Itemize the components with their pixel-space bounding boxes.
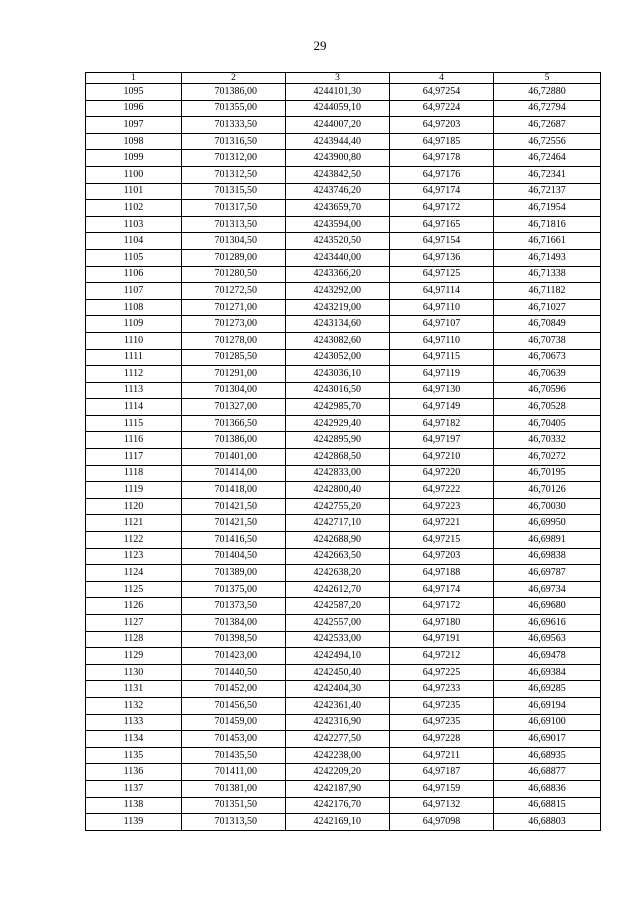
x-coordinate-cell: 701272,50 bbox=[182, 283, 286, 300]
latitude-cell: 64,97215 bbox=[390, 532, 494, 549]
y-coordinate-cell: 4242755,20 bbox=[286, 498, 390, 515]
longitude-cell: 46,69478 bbox=[494, 648, 601, 665]
y-coordinate-cell: 4242717,10 bbox=[286, 515, 390, 532]
point-number-cell: 1118 bbox=[86, 465, 182, 482]
y-coordinate-cell: 4243292,00 bbox=[286, 283, 390, 300]
column-header-5: 5 bbox=[494, 73, 601, 84]
point-number-cell: 1135 bbox=[86, 747, 182, 764]
x-coordinate-cell: 701435,50 bbox=[182, 747, 286, 764]
x-coordinate-cell: 701459,00 bbox=[182, 714, 286, 731]
point-number-cell: 1112 bbox=[86, 366, 182, 383]
table-row bbox=[86, 814, 601, 831]
longitude-cell: 46,69616 bbox=[494, 615, 601, 632]
latitude-cell: 64,97174 bbox=[390, 183, 494, 200]
x-coordinate-cell: 701418,00 bbox=[182, 482, 286, 499]
latitude-cell: 64,97172 bbox=[390, 598, 494, 615]
column-header-2: 2 bbox=[182, 73, 286, 84]
y-coordinate-cell: 4243440,00 bbox=[286, 249, 390, 266]
y-coordinate-cell: 4243520,50 bbox=[286, 233, 390, 250]
table-row bbox=[86, 332, 601, 349]
point-number-cell: 1139 bbox=[86, 814, 182, 831]
latitude-cell: 64,97114 bbox=[390, 283, 494, 300]
latitude-cell: 64,97130 bbox=[390, 382, 494, 399]
latitude-cell: 64,97154 bbox=[390, 233, 494, 250]
table-row bbox=[86, 233, 601, 250]
table-row bbox=[86, 532, 601, 549]
longitude-cell: 46,68877 bbox=[494, 764, 601, 781]
y-coordinate-cell: 4243082,60 bbox=[286, 332, 390, 349]
y-coordinate-cell: 4244059,10 bbox=[286, 100, 390, 117]
table-row bbox=[86, 565, 601, 582]
table-row bbox=[86, 697, 601, 714]
x-coordinate-cell: 701271,00 bbox=[182, 299, 286, 316]
x-coordinate-cell: 701423,00 bbox=[182, 648, 286, 665]
point-number-cell: 1108 bbox=[86, 299, 182, 316]
y-coordinate-cell: 4242985,70 bbox=[286, 399, 390, 416]
table-row bbox=[86, 316, 601, 333]
x-coordinate-cell: 701313,50 bbox=[182, 216, 286, 233]
table-row bbox=[86, 581, 601, 598]
column-header-3: 3 bbox=[286, 73, 390, 84]
longitude-cell: 46,72794 bbox=[494, 100, 601, 117]
page-number: 29 bbox=[313, 38, 327, 53]
table-row bbox=[86, 366, 601, 383]
x-coordinate-cell: 701317,50 bbox=[182, 200, 286, 217]
latitude-cell: 64,97228 bbox=[390, 731, 494, 748]
longitude-cell: 46,70849 bbox=[494, 316, 601, 333]
longitude-cell: 46,68815 bbox=[494, 797, 601, 814]
x-coordinate-cell: 701375,00 bbox=[182, 581, 286, 598]
longitude-cell: 46,71816 bbox=[494, 216, 601, 233]
longitude-cell: 46,70030 bbox=[494, 498, 601, 515]
table-row bbox=[86, 731, 601, 748]
table-row bbox=[86, 498, 601, 515]
point-number-cell: 1132 bbox=[86, 697, 182, 714]
x-coordinate-cell: 701366,50 bbox=[182, 415, 286, 432]
longitude-cell: 46,68803 bbox=[494, 814, 601, 831]
y-coordinate-cell: 4243036,10 bbox=[286, 366, 390, 383]
longitude-cell: 46,72137 bbox=[494, 183, 601, 200]
latitude-cell: 64,97174 bbox=[390, 581, 494, 598]
latitude-cell: 64,97132 bbox=[390, 797, 494, 814]
point-number-cell: 1128 bbox=[86, 631, 182, 648]
table-row bbox=[86, 183, 601, 200]
point-number-cell: 1120 bbox=[86, 498, 182, 515]
latitude-cell: 64,97107 bbox=[390, 316, 494, 333]
longitude-cell: 46,71954 bbox=[494, 200, 601, 217]
x-coordinate-cell: 701411,00 bbox=[182, 764, 286, 781]
table-row bbox=[86, 100, 601, 117]
latitude-cell: 64,97235 bbox=[390, 714, 494, 731]
latitude-cell: 64,97125 bbox=[390, 266, 494, 283]
x-coordinate-cell: 701386,00 bbox=[182, 432, 286, 449]
longitude-cell: 46,72556 bbox=[494, 133, 601, 150]
latitude-cell: 64,97224 bbox=[390, 100, 494, 117]
x-coordinate-cell: 701389,00 bbox=[182, 565, 286, 582]
table-row bbox=[86, 681, 601, 698]
point-number-cell: 1117 bbox=[86, 449, 182, 466]
y-coordinate-cell: 4242238,00 bbox=[286, 747, 390, 764]
x-coordinate-cell: 701381,00 bbox=[182, 780, 286, 797]
point-number-cell: 1096 bbox=[86, 100, 182, 117]
y-coordinate-cell: 4242277,50 bbox=[286, 731, 390, 748]
point-number-cell: 1101 bbox=[86, 183, 182, 200]
longitude-cell: 46,70332 bbox=[494, 432, 601, 449]
column-header-1: 1 bbox=[86, 73, 182, 84]
x-coordinate-cell: 701373,50 bbox=[182, 598, 286, 615]
table-header bbox=[86, 73, 601, 84]
x-coordinate-cell: 701440,50 bbox=[182, 664, 286, 681]
longitude-cell: 46,69838 bbox=[494, 548, 601, 565]
y-coordinate-cell: 4242361,40 bbox=[286, 697, 390, 714]
y-coordinate-cell: 4242800,40 bbox=[286, 482, 390, 499]
point-number-cell: 1136 bbox=[86, 764, 182, 781]
y-coordinate-cell: 4242929,40 bbox=[286, 415, 390, 432]
point-number-cell: 1097 bbox=[86, 117, 182, 134]
latitude-cell: 64,97115 bbox=[390, 349, 494, 366]
latitude-cell: 64,97182 bbox=[390, 415, 494, 432]
longitude-cell: 46,69017 bbox=[494, 731, 601, 748]
latitude-cell: 64,97185 bbox=[390, 133, 494, 150]
y-coordinate-cell: 4242557,00 bbox=[286, 615, 390, 632]
y-coordinate-cell: 4243366,20 bbox=[286, 266, 390, 283]
longitude-cell: 46,69100 bbox=[494, 714, 601, 731]
x-coordinate-cell: 701355,00 bbox=[182, 100, 286, 117]
longitude-cell: 46,71182 bbox=[494, 283, 601, 300]
y-coordinate-cell: 4243746,20 bbox=[286, 183, 390, 200]
y-coordinate-cell: 4242209,20 bbox=[286, 764, 390, 781]
point-number-cell: 1102 bbox=[86, 200, 182, 217]
table-row bbox=[86, 648, 601, 665]
x-coordinate-cell: 701421,50 bbox=[182, 498, 286, 515]
x-coordinate-cell: 701312,50 bbox=[182, 166, 286, 183]
x-coordinate-cell: 701291,00 bbox=[182, 366, 286, 383]
table-row bbox=[86, 664, 601, 681]
table-row bbox=[86, 150, 601, 167]
x-coordinate-cell: 701285,50 bbox=[182, 349, 286, 366]
point-number-cell: 1103 bbox=[86, 216, 182, 233]
latitude-cell: 64,97210 bbox=[390, 449, 494, 466]
point-number-cell: 1126 bbox=[86, 598, 182, 615]
x-coordinate-cell: 701327,00 bbox=[182, 399, 286, 416]
longitude-cell: 46,69563 bbox=[494, 631, 601, 648]
longitude-cell: 46,69384 bbox=[494, 664, 601, 681]
table-row bbox=[86, 548, 601, 565]
latitude-cell: 64,97110 bbox=[390, 299, 494, 316]
point-number-cell: 1109 bbox=[86, 316, 182, 333]
y-coordinate-cell: 4243594,00 bbox=[286, 216, 390, 233]
longitude-cell: 46,69285 bbox=[494, 681, 601, 698]
latitude-cell: 64,97225 bbox=[390, 664, 494, 681]
longitude-cell: 46,69194 bbox=[494, 697, 601, 714]
point-number-cell: 1124 bbox=[86, 565, 182, 582]
table-row bbox=[86, 283, 601, 300]
latitude-cell: 64,97191 bbox=[390, 631, 494, 648]
coordinates-table bbox=[85, 72, 601, 831]
x-coordinate-cell: 701313,50 bbox=[182, 814, 286, 831]
longitude-cell: 46,70405 bbox=[494, 415, 601, 432]
point-number-cell: 1111 bbox=[86, 349, 182, 366]
y-coordinate-cell: 4243052,00 bbox=[286, 349, 390, 366]
y-coordinate-cell: 4242688,90 bbox=[286, 532, 390, 549]
longitude-cell: 46,69734 bbox=[494, 581, 601, 598]
latitude-cell: 64,97254 bbox=[390, 84, 494, 101]
y-coordinate-cell: 4243842,50 bbox=[286, 166, 390, 183]
latitude-cell: 64,97233 bbox=[390, 681, 494, 698]
point-number-cell: 1125 bbox=[86, 581, 182, 598]
point-number-cell: 1106 bbox=[86, 266, 182, 283]
latitude-cell: 64,97119 bbox=[390, 366, 494, 383]
y-coordinate-cell: 4242895,90 bbox=[286, 432, 390, 449]
y-coordinate-cell: 4244007,20 bbox=[286, 117, 390, 134]
y-coordinate-cell: 4244101,30 bbox=[286, 84, 390, 101]
y-coordinate-cell: 4242587,20 bbox=[286, 598, 390, 615]
x-coordinate-cell: 701273,00 bbox=[182, 316, 286, 333]
longitude-cell: 46,72341 bbox=[494, 166, 601, 183]
point-number-cell: 1134 bbox=[86, 731, 182, 748]
longitude-cell: 46,70126 bbox=[494, 482, 601, 499]
latitude-cell: 64,97180 bbox=[390, 615, 494, 632]
latitude-cell: 64,97212 bbox=[390, 648, 494, 665]
x-coordinate-cell: 701316,50 bbox=[182, 133, 286, 150]
longitude-cell: 46,69891 bbox=[494, 532, 601, 549]
x-coordinate-cell: 701401,00 bbox=[182, 449, 286, 466]
y-coordinate-cell: 4242187,90 bbox=[286, 780, 390, 797]
x-coordinate-cell: 701404,50 bbox=[182, 548, 286, 565]
x-coordinate-cell: 701421,50 bbox=[182, 515, 286, 532]
longitude-cell: 46,70528 bbox=[494, 399, 601, 416]
table-row bbox=[86, 780, 601, 797]
table-row bbox=[86, 631, 601, 648]
x-coordinate-cell: 701304,50 bbox=[182, 233, 286, 250]
longitude-cell: 46,68836 bbox=[494, 780, 601, 797]
table-row bbox=[86, 515, 601, 532]
latitude-cell: 64,97098 bbox=[390, 814, 494, 831]
table-row bbox=[86, 299, 601, 316]
point-number-cell: 1122 bbox=[86, 532, 182, 549]
y-coordinate-cell: 4243219,00 bbox=[286, 299, 390, 316]
latitude-cell: 64,97222 bbox=[390, 482, 494, 499]
y-coordinate-cell: 4242494,10 bbox=[286, 648, 390, 665]
point-number-cell: 1121 bbox=[86, 515, 182, 532]
table-row bbox=[86, 747, 601, 764]
x-coordinate-cell: 701278,00 bbox=[182, 332, 286, 349]
latitude-cell: 64,97136 bbox=[390, 249, 494, 266]
y-coordinate-cell: 4243944,40 bbox=[286, 133, 390, 150]
latitude-cell: 64,97149 bbox=[390, 399, 494, 416]
y-coordinate-cell: 4242833,00 bbox=[286, 465, 390, 482]
table-row bbox=[86, 714, 601, 731]
x-coordinate-cell: 701289,00 bbox=[182, 249, 286, 266]
latitude-cell: 64,97221 bbox=[390, 515, 494, 532]
point-number-cell: 1138 bbox=[86, 797, 182, 814]
table-row bbox=[86, 216, 601, 233]
latitude-cell: 64,97203 bbox=[390, 117, 494, 134]
table-row bbox=[86, 415, 601, 432]
x-coordinate-cell: 701315,50 bbox=[182, 183, 286, 200]
table-row bbox=[86, 249, 601, 266]
point-number-cell: 1116 bbox=[86, 432, 182, 449]
latitude-cell: 64,97220 bbox=[390, 465, 494, 482]
longitude-cell: 46,70272 bbox=[494, 449, 601, 466]
table-row bbox=[86, 382, 601, 399]
y-coordinate-cell: 4242612,70 bbox=[286, 581, 390, 598]
latitude-cell: 64,97223 bbox=[390, 498, 494, 515]
longitude-cell: 46,69680 bbox=[494, 598, 601, 615]
point-number-cell: 1114 bbox=[86, 399, 182, 416]
point-number-cell: 1104 bbox=[86, 233, 182, 250]
x-coordinate-cell: 701333,50 bbox=[182, 117, 286, 134]
x-coordinate-cell: 701452,00 bbox=[182, 681, 286, 698]
table-row bbox=[86, 117, 601, 134]
table-row bbox=[86, 432, 601, 449]
point-number-cell: 1105 bbox=[86, 249, 182, 266]
longitude-cell: 46,71338 bbox=[494, 266, 601, 283]
latitude-cell: 64,97172 bbox=[390, 200, 494, 217]
point-number-cell: 1131 bbox=[86, 681, 182, 698]
y-coordinate-cell: 4242169,10 bbox=[286, 814, 390, 831]
longitude-cell: 46,71661 bbox=[494, 233, 601, 250]
y-coordinate-cell: 4242533,00 bbox=[286, 631, 390, 648]
latitude-cell: 64,97159 bbox=[390, 780, 494, 797]
longitude-cell: 46,69950 bbox=[494, 515, 601, 532]
table-row bbox=[86, 465, 601, 482]
longitude-cell: 46,71027 bbox=[494, 299, 601, 316]
x-coordinate-cell: 701386,00 bbox=[182, 84, 286, 101]
y-coordinate-cell: 4242450,40 bbox=[286, 664, 390, 681]
longitude-cell: 46,70596 bbox=[494, 382, 601, 399]
y-coordinate-cell: 4243659,70 bbox=[286, 200, 390, 217]
y-coordinate-cell: 4242404,30 bbox=[286, 681, 390, 698]
point-number-cell: 1107 bbox=[86, 283, 182, 300]
table-row bbox=[86, 266, 601, 283]
longitude-cell: 46,72687 bbox=[494, 117, 601, 134]
point-number-cell: 1113 bbox=[86, 382, 182, 399]
point-number-cell: 1130 bbox=[86, 664, 182, 681]
point-number-cell: 1137 bbox=[86, 780, 182, 797]
header-row bbox=[86, 73, 601, 84]
table-row bbox=[86, 449, 601, 466]
point-number-cell: 1099 bbox=[86, 150, 182, 167]
latitude-cell: 64,97165 bbox=[390, 216, 494, 233]
latitude-cell: 64,97203 bbox=[390, 548, 494, 565]
y-coordinate-cell: 4242868,50 bbox=[286, 449, 390, 466]
point-number-cell: 1133 bbox=[86, 714, 182, 731]
table-row bbox=[86, 133, 601, 150]
point-number-cell: 1098 bbox=[86, 133, 182, 150]
longitude-cell: 46,72880 bbox=[494, 84, 601, 101]
table-row bbox=[86, 764, 601, 781]
latitude-cell: 64,97187 bbox=[390, 764, 494, 781]
x-coordinate-cell: 701414,00 bbox=[182, 465, 286, 482]
longitude-cell: 46,70673 bbox=[494, 349, 601, 366]
table-row bbox=[86, 84, 601, 101]
point-number-cell: 1100 bbox=[86, 166, 182, 183]
x-coordinate-cell: 701384,00 bbox=[182, 615, 286, 632]
x-coordinate-cell: 701416,50 bbox=[182, 532, 286, 549]
x-coordinate-cell: 701280,50 bbox=[182, 266, 286, 283]
y-coordinate-cell: 4243134,60 bbox=[286, 316, 390, 333]
point-number-cell: 1095 bbox=[86, 84, 182, 101]
longitude-cell: 46,68935 bbox=[494, 747, 601, 764]
table-row bbox=[86, 598, 601, 615]
point-number-cell: 1127 bbox=[86, 615, 182, 632]
latitude-cell: 64,97110 bbox=[390, 332, 494, 349]
longitude-cell: 46,71493 bbox=[494, 249, 601, 266]
table-row bbox=[86, 399, 601, 416]
table-row bbox=[86, 797, 601, 814]
column-header-4: 4 bbox=[390, 73, 494, 84]
table-row bbox=[86, 482, 601, 499]
longitude-cell: 46,72464 bbox=[494, 150, 601, 167]
x-coordinate-cell: 701351,50 bbox=[182, 797, 286, 814]
table-row bbox=[86, 615, 601, 632]
latitude-cell: 64,97176 bbox=[390, 166, 494, 183]
latitude-cell: 64,97178 bbox=[390, 150, 494, 167]
y-coordinate-cell: 4242316,90 bbox=[286, 714, 390, 731]
latitude-cell: 64,97235 bbox=[390, 697, 494, 714]
longitude-cell: 46,70195 bbox=[494, 465, 601, 482]
table-body bbox=[86, 84, 601, 831]
longitude-cell: 46,70738 bbox=[494, 332, 601, 349]
longitude-cell: 46,70639 bbox=[494, 366, 601, 383]
x-coordinate-cell: 701304,00 bbox=[182, 382, 286, 399]
y-coordinate-cell: 4242663,50 bbox=[286, 548, 390, 565]
x-coordinate-cell: 701456,50 bbox=[182, 697, 286, 714]
table-row bbox=[86, 166, 601, 183]
point-number-cell: 1123 bbox=[86, 548, 182, 565]
table-row bbox=[86, 200, 601, 217]
y-coordinate-cell: 4242638,20 bbox=[286, 565, 390, 582]
longitude-cell: 46,69787 bbox=[494, 565, 601, 582]
x-coordinate-cell: 701453,00 bbox=[182, 731, 286, 748]
latitude-cell: 64,97211 bbox=[390, 747, 494, 764]
y-coordinate-cell: 4243900,80 bbox=[286, 150, 390, 167]
table-row bbox=[86, 349, 601, 366]
latitude-cell: 64,97188 bbox=[390, 565, 494, 582]
point-number-cell: 1115 bbox=[86, 415, 182, 432]
point-number-cell: 1110 bbox=[86, 332, 182, 349]
latitude-cell: 64,97197 bbox=[390, 432, 494, 449]
y-coordinate-cell: 4243016,50 bbox=[286, 382, 390, 399]
x-coordinate-cell: 701398,50 bbox=[182, 631, 286, 648]
x-coordinate-cell: 701312,00 bbox=[182, 150, 286, 167]
y-coordinate-cell: 4242176,70 bbox=[286, 797, 390, 814]
point-number-cell: 1129 bbox=[86, 648, 182, 665]
point-number-cell: 1119 bbox=[86, 482, 182, 499]
